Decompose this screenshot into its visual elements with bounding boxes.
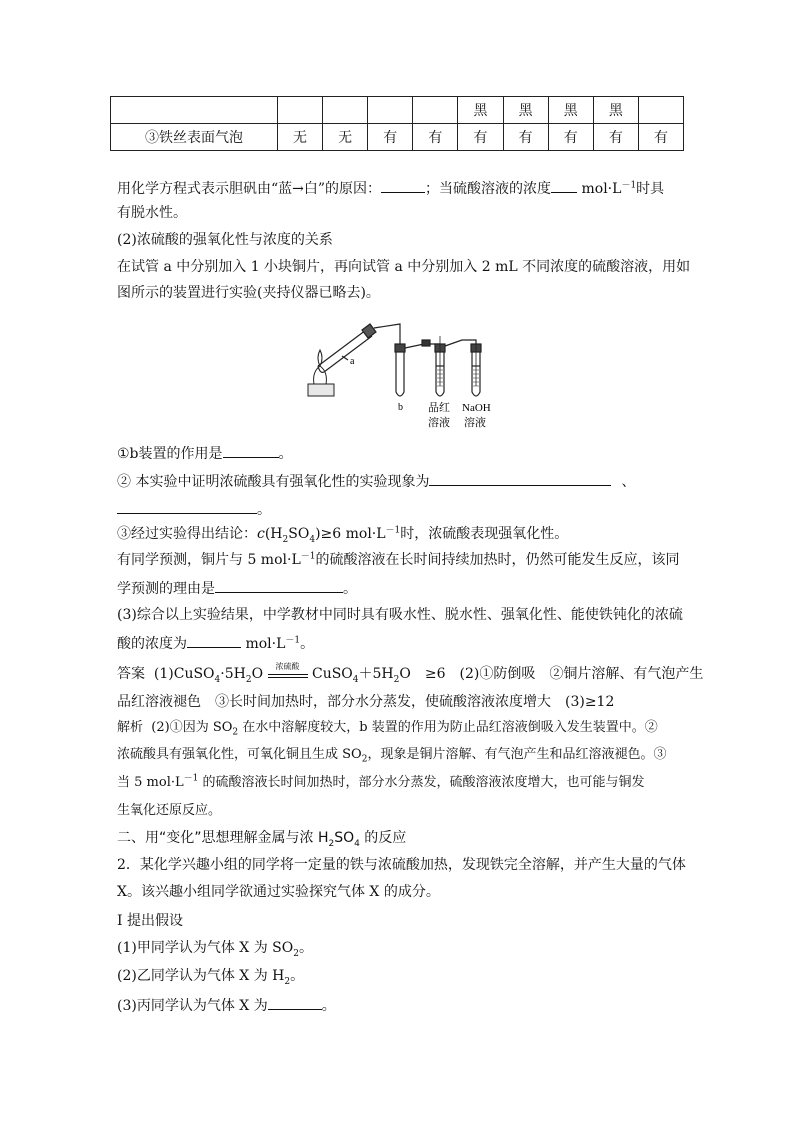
reaction-arrow xyxy=(268,662,308,678)
text: 学预测的理由是 xyxy=(117,581,215,597)
table-cell xyxy=(368,97,413,124)
subscript: 2 xyxy=(361,754,368,765)
superscript: －1 xyxy=(300,551,316,562)
explanation-line xyxy=(117,719,687,737)
text: (2)浓硫酸的强氧化性与浓度的关系 xyxy=(117,232,333,248)
table-cell: 黑 xyxy=(548,97,593,124)
subscript: 2 xyxy=(284,976,291,987)
table-cell xyxy=(413,97,458,124)
text: ①b装置的作用是 xyxy=(117,446,223,462)
text: (3)丙同学认为气体 X 为 xyxy=(117,998,268,1014)
text-line xyxy=(117,178,687,198)
text: (3)综合以上实验结果，中学教材中同时具有吸水性、脱水性、强氧化性、能使铁钝化的浓硫 xyxy=(117,607,683,623)
answer-blank[interactable] xyxy=(187,633,241,648)
text: 品红溶液褪色 ③长时间加热时，部分水分蒸发，使硫酸溶液浓度增大 (3)≥12 xyxy=(117,694,615,710)
explanation-label: 解析 xyxy=(117,720,144,735)
text-line xyxy=(117,499,687,519)
label-naoh: NaOH xyxy=(462,402,491,414)
text: mol·L xyxy=(577,181,622,197)
table-row xyxy=(111,124,684,151)
answer-label: 答案 xyxy=(117,666,145,682)
table-cell xyxy=(638,97,683,124)
text: 的硫酸溶液长时间加热时，部分水分蒸发，硫酸溶液浓度增大，也可能与铜发 xyxy=(198,775,645,790)
table-cell: 无 xyxy=(323,124,368,151)
text: 。 xyxy=(298,940,313,956)
text: )≥6 mol·L xyxy=(315,526,386,542)
subscript: 4 xyxy=(354,838,360,849)
text: Ⅰ 提出假设 xyxy=(117,913,183,929)
text: 用化学方程式表示胆矾由“蓝→白”的原因： xyxy=(117,181,382,197)
text: 有脱水性。 xyxy=(117,205,187,221)
explanation-line xyxy=(117,802,687,820)
text: 2．某化学兴趣小组的同学将一定量的铁与浓硫酸加热，发现铁完全溶解，并产生大量的气体 xyxy=(117,857,686,873)
table-cell: 黑 xyxy=(503,97,548,124)
text: (2)乙同学认为气体 X 为 H xyxy=(117,968,285,984)
text-line xyxy=(117,551,687,569)
table-cell xyxy=(323,97,368,124)
subscript: 2 xyxy=(232,727,239,738)
text-line xyxy=(117,967,687,985)
table-cell: 有 xyxy=(548,124,593,151)
text: X。该兴趣小组同学欲通过实验探究气体 X 的成分。 xyxy=(117,884,440,900)
table-cell: 黑 xyxy=(458,97,503,124)
reaction-condition: 浓硫酸 xyxy=(275,662,300,671)
text: 。 xyxy=(278,446,293,462)
text: 。 xyxy=(300,636,315,652)
text: (H xyxy=(264,526,283,542)
text-line xyxy=(117,856,687,874)
text-line xyxy=(117,443,687,463)
text: CuSO xyxy=(311,666,353,682)
label-solution: 溶液 xyxy=(464,417,486,429)
text: 图所示的装置进行实验(夹持仪器已略去)。 xyxy=(117,285,380,301)
answer-line xyxy=(117,693,687,711)
table-cell: 有 xyxy=(413,124,458,151)
answer-blank[interactable] xyxy=(551,178,577,193)
table-row xyxy=(111,97,684,124)
text: 。 xyxy=(290,968,305,984)
subscript: 2 xyxy=(328,838,335,849)
answer-blank[interactable] xyxy=(268,995,322,1010)
text: 时具 xyxy=(636,181,665,197)
superscript: －1 xyxy=(621,180,637,191)
table-cell xyxy=(278,97,323,124)
text: (2)①因为 SO xyxy=(151,720,233,735)
text-line xyxy=(117,606,687,624)
table-cell: 有 xyxy=(503,124,548,151)
text: c xyxy=(257,526,265,542)
answer-line xyxy=(117,662,704,685)
table-cell: 无 xyxy=(278,124,323,151)
text: 。 xyxy=(321,998,336,1014)
text-line xyxy=(117,633,687,653)
subscript: 2 xyxy=(393,674,400,685)
text: 的硫酸溶液在长时间持续加热时，仍然可能发生反应，该同 xyxy=(315,552,680,568)
text: 酸的浓度为 xyxy=(117,636,187,652)
text-line xyxy=(117,525,687,543)
text-line xyxy=(117,284,687,302)
text: (1)CuSO xyxy=(153,666,215,682)
subscript: 4 xyxy=(309,534,316,545)
answer-blank[interactable] xyxy=(381,178,425,193)
table-cell: 有 xyxy=(458,124,503,151)
table-cell: 有 xyxy=(638,124,683,151)
text-line xyxy=(117,995,687,1015)
subscript: 2 xyxy=(293,948,299,959)
text: O xyxy=(251,666,264,682)
explanation-line xyxy=(117,746,687,764)
table-cell: 有 xyxy=(368,124,413,151)
text-line xyxy=(117,471,687,491)
tube-c xyxy=(435,336,476,396)
observation-table xyxy=(110,96,684,151)
text: 在试管 a 中分别加入 1 小块铜片，再向试管 a 中分别加入 2 mL 不同浓度的硫酸溶液，用如 xyxy=(117,259,691,275)
text: 有同学预测，铜片与 5 mol·L xyxy=(117,552,301,568)
subscript: 2 xyxy=(245,674,252,685)
subheading xyxy=(117,912,687,930)
apparatus-figure xyxy=(300,316,500,436)
text-line xyxy=(117,258,691,276)
text-line xyxy=(117,204,687,222)
table-cell: 有 xyxy=(593,124,638,151)
text: mol·L xyxy=(241,636,286,652)
subscript: 4 xyxy=(352,674,359,685)
text-line xyxy=(117,939,687,957)
label-solution: 溶液 xyxy=(428,417,450,429)
text: ② 本实验中证明浓硫酸具有强氧化性的实验现象为 xyxy=(117,474,430,490)
label-pinhong: 品红 xyxy=(428,402,450,414)
superscript: －1 xyxy=(285,635,301,646)
subscript: 4 xyxy=(214,674,221,685)
subscript: 2 xyxy=(282,534,289,545)
section-heading xyxy=(117,829,687,847)
answer-blank[interactable] xyxy=(117,499,257,514)
table-cell: 黑 xyxy=(593,97,638,124)
text: 二、用“变化”思想理解金属与浓 H xyxy=(117,830,329,846)
text: SO xyxy=(334,830,355,846)
superscript: －1 xyxy=(385,525,401,536)
text: (1)甲同学认为气体 X 为 SO xyxy=(117,940,294,956)
text: ＋5H xyxy=(358,666,394,682)
text: 。 xyxy=(257,502,271,518)
row-label: ③铁丝表面气泡 xyxy=(111,124,278,151)
text: ，现象是铜片溶解、有气泡产生和品红溶液褪色。③ xyxy=(367,747,667,762)
explanation-line xyxy=(117,774,687,792)
text-line xyxy=(117,883,687,901)
table-cell xyxy=(111,97,278,124)
text: ；当硫酸溶液的浓度 xyxy=(425,181,552,197)
text: ·5H xyxy=(220,666,246,682)
tube-d xyxy=(471,340,481,396)
text: 在水中溶解度较大，b 装置的作用为防止品红溶液倒吸入发生装置中。② xyxy=(238,720,658,735)
text: 、 xyxy=(621,474,636,490)
text: 的反应 xyxy=(359,830,407,846)
tube-a xyxy=(318,324,400,372)
question-heading xyxy=(117,231,687,249)
text: O ≥6 (2)①防倒吸 ②铜片溶解、有气泡产生 xyxy=(399,666,704,682)
answer-blank[interactable] xyxy=(223,443,279,458)
label-a: a xyxy=(350,356,355,367)
answer-blank[interactable] xyxy=(215,578,343,593)
superscript: －1 xyxy=(183,773,199,784)
text-line xyxy=(117,578,687,598)
label-b: b xyxy=(398,402,403,413)
answer-blank[interactable] xyxy=(429,471,611,486)
text: 时，浓硫酸表现强氧化性。 xyxy=(400,526,569,542)
text: SO xyxy=(288,526,310,542)
text: 当 5 mol·L xyxy=(117,775,184,790)
text: 生氧化还原反应。 xyxy=(117,803,222,818)
text: ③经过实验得出结论： xyxy=(117,526,257,542)
text: 。 xyxy=(343,581,357,597)
text: 浓硫酸具有强氧化性，可氧化铜且生成 SO xyxy=(117,747,362,762)
tube-b xyxy=(395,340,440,396)
